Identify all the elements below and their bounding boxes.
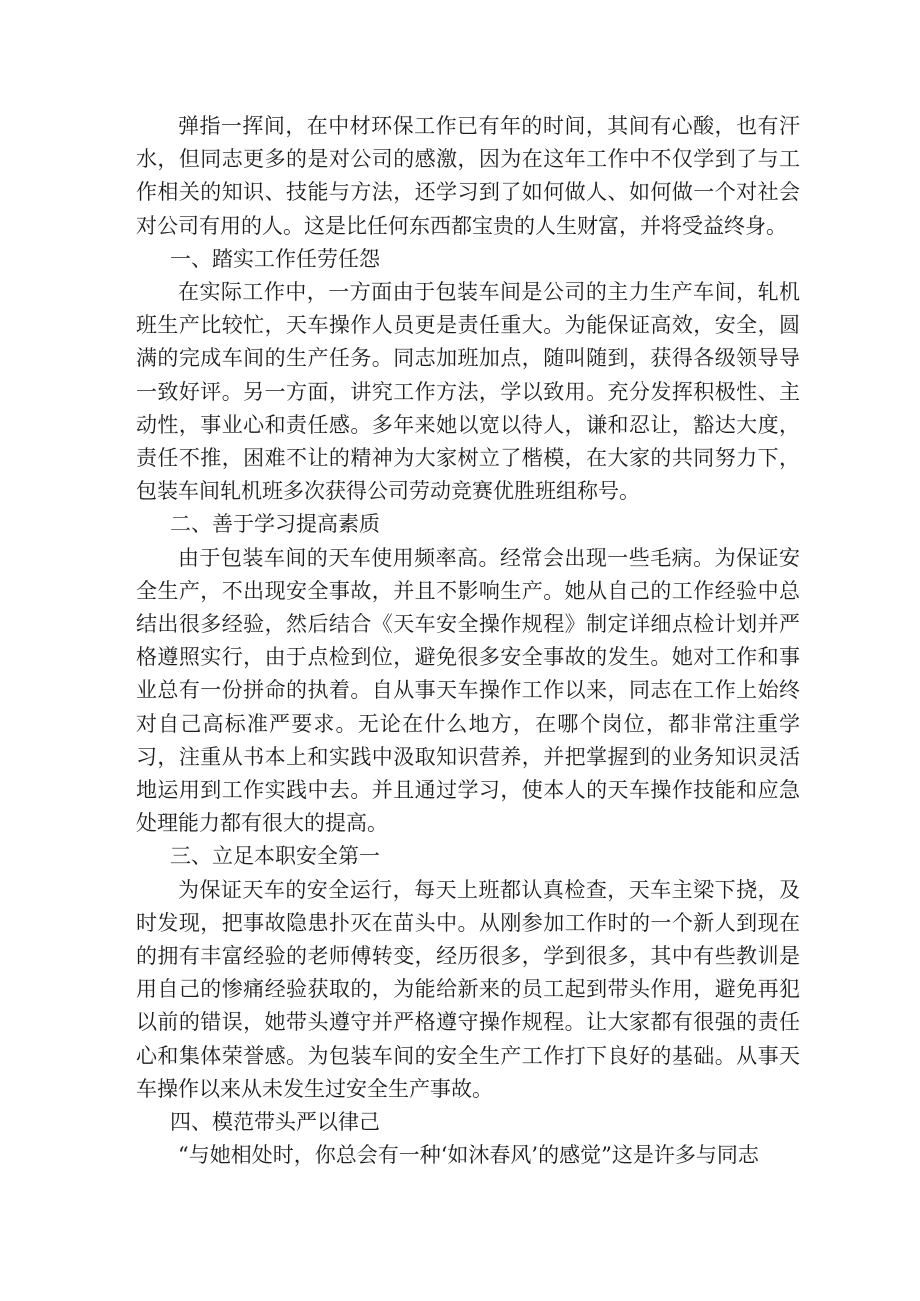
- section-heading-2: 二、善于学习提高素质: [170, 512, 380, 537]
- section-heading-3: 三、立足本职安全第一: [170, 844, 380, 869]
- intro-paragraph: 弹指一挥间，在中材环保工作已有年的时间，其间有心酸，也有汗水，但同志更多的是对公司的感激，因为在这年工作中不仅学到了与工作相关的知识、技能与方法，还学习到了如何做人、如何做一个对社会对公司有用的人。这是比任何东西都宝贵的人生财富，并将受益终身。: [136, 114, 800, 238]
- section-3-paragraph: 为保证天车的安全运行，每天上班都认真检查，天车主梁下挠，及时发现，把事故隐患扑灭在苗头中。从刚参加工作时的一个新人到现在的拥有丰富经验的老师傅转变，经历很多，学到很多，其中有些教训是用自己的惨痛经验获取的，为能给新来的员工起到带头作用，避免再犯以前的错误，她带头遵守并严格遵守操作规程。让大家都有很强的责任心和集体荣誉感。为包装车间的安全生产工作打下良好的基础。从事天车操作以来从未发生过安全生产事故。: [136, 877, 800, 1101]
- section-heading-4: 四、模范带头严以律己: [170, 1110, 380, 1135]
- section-1-paragraph: 在实际工作中，一方面由于包装车间是公司的主力生产车间，轧机班生产比较忙，天车操作人员更是责任重大。为能保证高效，安全，圆满的完成车间的生产任务。同志加班加点，随叫随到，获得各级领导导一致好评。另一方面，讲究工作方法，学以致用。充分发挥积极性、主动性，事业心和责任感。多年来她以宽以待人，谦和忍让，豁达大度，责任不推，困难不让的精神为大家树立了楷模，在大家的共同努力下，包装车间轧机班多次获得公司劳动竞赛优胜班组称号。: [136, 280, 800, 504]
- section-2-paragraph: 由于包装车间的天车使用频率高。经常会出现一些毛病。为保证安全生产，不出现安全事故，并且不影响生产。她从自己的工作经验中总结出很多经验，然后结合《天车安全操作规程》制定详细点检计划并严格遵照实行，由于点检到位，避免很多安全事故的发生。她对工作和事业总有一份拼命的执着。自从事天车操作工作以来，同志在工作上始终对自己高标准严要求。无论在什么地方，在哪个岗位，都非常注重学习，注重从书本上和实践中汲取知识营养，并把掌握到的业务知识灵活地运用到工作实践中去。并且通过学习，使本人的天车操作技能和应急处理能力都有很大的提高。: [136, 545, 800, 836]
- section-4-paragraph: “与她相处时，你总会有一种‘如沐春风’的感觉”这是许多与同志: [178, 1143, 759, 1168]
- document-body: [136, 110, 800, 1173]
- section-heading-1: 一、踏实工作任劳任怨: [170, 246, 380, 271]
